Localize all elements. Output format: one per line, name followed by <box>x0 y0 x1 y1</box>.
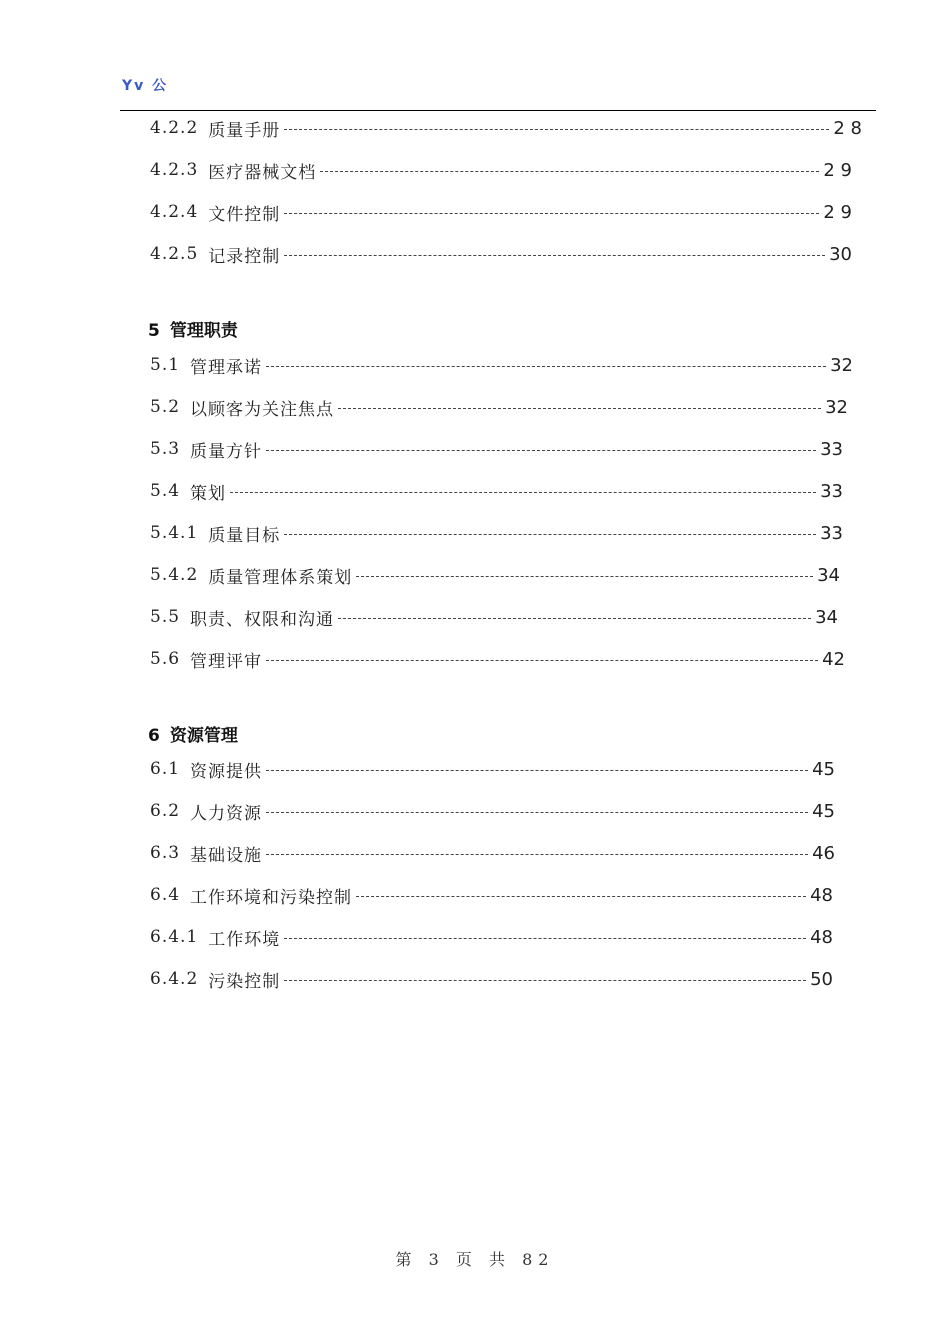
toc-dot-leader <box>266 366 826 367</box>
toc-entry-title: 质量管理体系策划 <box>208 567 353 588</box>
toc-entry-title: 文件控制 <box>208 204 281 225</box>
toc-dot-leader <box>230 492 816 493</box>
toc-entry-number: 6.4.2 <box>150 969 199 989</box>
toc-page-number: 45 <box>812 800 835 822</box>
toc-page-number: 33 <box>820 480 843 502</box>
toc-entry-title: 以顾客为关注焦点 <box>190 399 335 420</box>
toc-page-number: 42 <box>822 648 845 670</box>
company-logo: Yv 公 <box>122 78 169 94</box>
toc-page-number: 32 <box>825 396 848 418</box>
toc-dot-leader <box>284 980 806 981</box>
toc-entry[interactable] <box>150 966 833 992</box>
toc-entry[interactable] <box>150 478 843 504</box>
toc-entry-number: 6.3 <box>150 843 181 863</box>
toc-entry-title: 医疗器械文档 <box>208 162 317 183</box>
toc-heading-title: 管理职责 <box>169 321 238 341</box>
toc-page-number: 46 <box>812 842 835 864</box>
toc-dot-leader <box>266 660 818 661</box>
toc-entry-number: 4.2.4 <box>150 202 199 222</box>
header-divider <box>120 110 876 111</box>
toc-entry-title: 资源提供 <box>190 761 263 782</box>
toc-entry-title: 基础设施 <box>190 845 263 866</box>
toc-page-number: 48 <box>810 884 833 906</box>
toc-entry-title: 质量目标 <box>208 525 281 546</box>
toc-entry-number: 4.2.2 <box>150 118 199 138</box>
toc-entry-number: 5.4.2 <box>150 565 199 585</box>
toc-dot-leader <box>284 938 806 939</box>
toc-entry[interactable] <box>150 115 862 141</box>
toc-entry-number: 5.4.1 <box>150 523 199 543</box>
toc-dot-leader <box>338 618 811 619</box>
toc-page-number: 2 8 <box>833 117 862 139</box>
toc-entry[interactable] <box>150 798 835 824</box>
toc-entry[interactable] <box>150 882 833 908</box>
toc-entry-title: 质量方针 <box>190 441 263 462</box>
toc-entry[interactable] <box>150 604 838 630</box>
toc-entry-number: 5.4 <box>150 481 181 501</box>
toc-entry-number: 5.5 <box>150 607 181 627</box>
toc-entry[interactable] <box>150 352 853 378</box>
toc-dot-leader <box>284 129 829 130</box>
toc-entry-number: 6.4.1 <box>150 927 199 947</box>
toc-entry[interactable] <box>150 520 843 546</box>
toc-page-number: 33 <box>820 438 843 460</box>
toc-dot-leader <box>284 213 819 214</box>
toc-page-number: 45 <box>812 758 835 780</box>
page-footer: 第 3 页 共 82 <box>395 1250 555 1269</box>
toc-page-number: 2 9 <box>823 159 852 181</box>
toc-entry-title: 管理评审 <box>190 651 263 672</box>
toc-dot-leader <box>266 854 808 855</box>
toc-dot-leader <box>338 408 821 409</box>
toc-dot-leader <box>284 255 825 256</box>
toc-entry-number: 6.2 <box>150 801 181 821</box>
toc-entry-title: 工作环境 <box>208 929 281 950</box>
toc-entry-title: 质量手册 <box>208 120 281 141</box>
toc-heading <box>148 721 238 746</box>
toc-page-number: 33 <box>820 522 843 544</box>
toc-dot-leader <box>320 171 819 172</box>
toc-entry[interactable] <box>150 436 843 462</box>
toc-entry[interactable] <box>150 562 840 588</box>
toc-entry-number: 5.2 <box>150 397 181 417</box>
toc-dot-leader <box>356 576 813 577</box>
toc-entry-title: 职责、权限和沟通 <box>190 609 335 630</box>
toc-entry-title: 人力资源 <box>190 803 263 824</box>
toc-entry[interactable] <box>150 756 835 782</box>
toc-dot-leader <box>284 534 816 535</box>
toc-entry-number: 4.2.5 <box>150 244 199 264</box>
toc-entry-number: 5.1 <box>150 355 181 375</box>
toc-entry-number: 5.6 <box>150 649 181 669</box>
toc-page-number: 34 <box>815 606 838 628</box>
toc-page-number: 2 9 <box>823 201 852 223</box>
toc-heading-title: 资源管理 <box>169 726 238 746</box>
toc-heading-number: 5 <box>148 321 160 341</box>
toc-entry-title: 污染控制 <box>208 971 281 992</box>
toc-entry[interactable] <box>150 199 852 225</box>
toc-dot-leader <box>266 812 808 813</box>
toc-entry-number: 6.1 <box>150 759 181 779</box>
toc-entry[interactable] <box>150 924 833 950</box>
toc-heading <box>148 316 238 341</box>
toc-dot-leader <box>266 770 808 771</box>
toc-entry-title: 记录控制 <box>208 246 281 267</box>
toc-entry-number: 5.3 <box>150 439 181 459</box>
toc-entry-title: 策划 <box>190 483 227 504</box>
toc-entry-title: 工作环境和污染控制 <box>190 887 353 908</box>
toc-page-number: 50 <box>810 968 833 990</box>
toc-entry[interactable] <box>150 394 848 420</box>
toc-entry[interactable] <box>150 840 835 866</box>
toc-page-number: 32 <box>830 354 853 376</box>
toc-heading-number: 6 <box>148 726 160 746</box>
toc-page-number: 34 <box>817 564 840 586</box>
toc-entry-number: 6.4 <box>150 885 181 905</box>
toc-entry[interactable] <box>150 646 845 672</box>
toc-entry-title: 管理承诺 <box>190 357 263 378</box>
toc-entry-number: 4.2.3 <box>150 160 199 180</box>
toc-page-number: 48 <box>810 926 833 948</box>
toc-page-number: 30 <box>829 243 852 265</box>
toc-dot-leader <box>266 450 816 451</box>
toc-entry[interactable] <box>150 157 852 183</box>
toc-entry[interactable] <box>150 241 852 267</box>
toc-dot-leader <box>356 896 806 897</box>
